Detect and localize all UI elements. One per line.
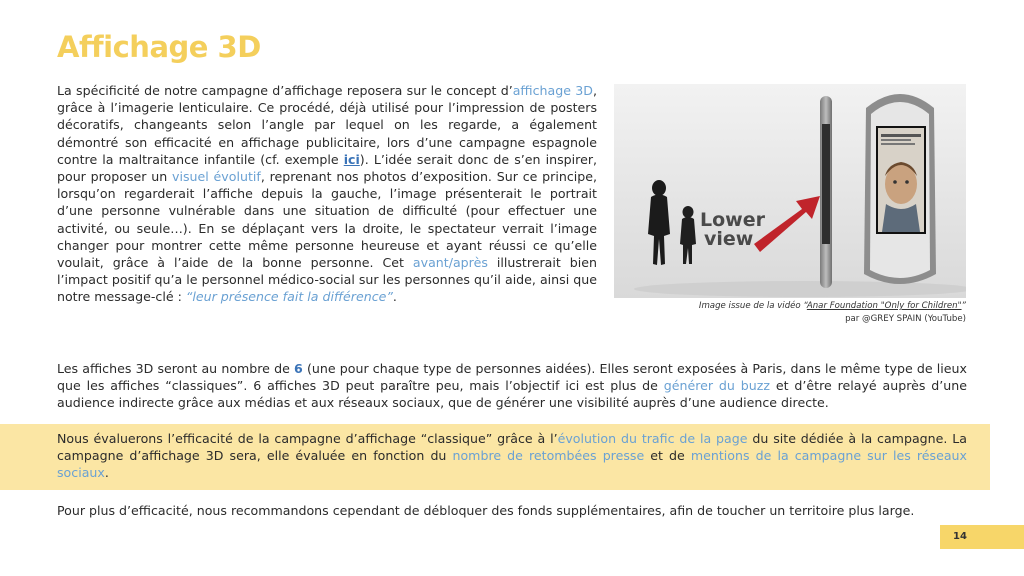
link-trafic-page: évolution du trafic de la page (557, 431, 748, 446)
caption-video-link[interactable]: Anar Foundation "Only for Children" (806, 301, 962, 311)
link-mentions-reseaux: mentions de la campagne sur les réseaux sociaux (57, 448, 967, 481)
caption-credit: par @GREY SPAIN (YouTube) (845, 314, 966, 324)
lower-view-label: Lower (700, 209, 765, 231)
image-caption: Image issue de la vidéo “Anar Foundation "Only for Children"” par @GREY SPAIN (YouTube) (614, 300, 966, 326)
recommendation-paragraph: Pour plus d’efficacité, nous recommandons cependant de débloquer des fonds supplémentaires, afin de toucher un territoire plus large. (57, 503, 915, 518)
posters-paragraph: Les affiches 3D seront au nombre de 6 (une pour chaque type de personnes aidées). Elles seront exposées à Paris, dans le même type de lieux que les affiches “classiques”. 6 affiches 3D peut paraître peu, mais l’objectif ici est plus de générer du buzz et d’être relayé auprès d’une audience indirecte grâce aux médias et aux réseaux sociaux, que de générer une visibilité auprès d’une audience directe. (57, 361, 967, 411)
evaluation-paragraph: Nous évaluerons l’efficacité de la campagne d’affichage “classique” grâce à l’évolution du trafic de la page du site dédiée à la campagne. La campagne d’affichage 3D sera, elle évaluée en fonction du nombre de retombées presse et de mentions de la campagne sur les réseaux sociaux. (57, 431, 967, 481)
poster-count: 6 (294, 361, 303, 376)
intro-paragraph: La spécificité de notre campagne d’affichage reposera sur le concept d’affichage 3D, grâce à l’imagerie lenticulaire. Ce procédé, déjà utilisé pour l’impression de posters décoratifs, changeants selon l’angle par lequel on les regarde, a également démontré son efficacité en affichage publicitaire, lors d’une campagne espagnole contre la maltraitance infantile (cf. exemple ici). L’idée serait donc de s’en inspirer, pour proposer un visuel évolutif, reprenant nos photos d’exposition. Sur ce principe, lorsqu’on regarderait l’affiche depuis la gauche, l’image présenterait le portrait d’une personne vulnérable dans une situation de difficulté (pour effectuer une activité, ou seule…). En se déplaçant vers la droite, le spectateur verrait l’image changer pour montrer cette même personne heureuse et ayant réussi ce qu’elle voulait, grâce à l’aide de la bonne personne. Cet avant/après illustrerait bien l’impact positif qu’a le personnel médico-social sur les personnes qu’il aide, ainsi que notre message-clé : “leur présence fait la différence”. (57, 83, 598, 305)
key-message-quote: “leur présence fait la différence” (185, 289, 393, 305)
link-retombees-presse: nombre de retombées presse (452, 448, 645, 464)
campaign-photo (614, 84, 966, 298)
svg-text:view: view (704, 228, 754, 250)
lenticular-billboard-illustration (614, 84, 966, 298)
link-avant-apres: avant/après (412, 255, 488, 271)
link-ici[interactable]: ici (343, 151, 360, 167)
link-generer-buzz: générer du buzz (663, 378, 770, 394)
page-title: Affichage 3D (57, 30, 261, 64)
link-visuel-evolutif: visuel évolutif (172, 169, 261, 185)
page-number: 14 (953, 531, 967, 542)
billboard-front (864, 94, 936, 284)
link-affichage-3d[interactable]: affichage 3D (512, 83, 593, 98)
